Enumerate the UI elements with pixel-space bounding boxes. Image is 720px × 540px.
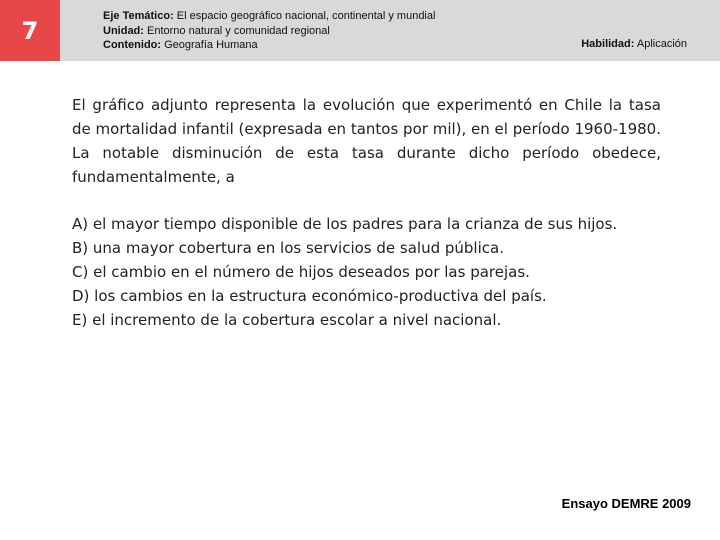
question-number-badge bbox=[0, 0, 60, 61]
contenido-line bbox=[103, 38, 435, 53]
habilidad-label: Habilidad: bbox=[581, 38, 635, 50]
contenido-label: Contenido: bbox=[103, 39, 162, 51]
unidad-value: Entorno natural y comunidad regional bbox=[147, 24, 330, 37]
question-text: El gráfico adjunto representa la evolución que experimentó en Chile la tasa de mortalidad infantil (expresada en tantos por mil), en el período 1960-1980. La notable disminución de esta tasa durante dicho período obedece, fundamentalmente, a bbox=[72, 96, 661, 186]
contenido-value: Geografía Humana bbox=[164, 39, 258, 51]
option-c[interactable]: C) el cambio en el número de hijos deseados por las parejas. bbox=[72, 263, 530, 281]
header-bar bbox=[60, 0, 720, 61]
option-d[interactable]: D) los cambios en la estructura económico-productiva del país. bbox=[72, 287, 547, 305]
topic-meta bbox=[103, 9, 435, 53]
habilidad-value: Aplicación bbox=[636, 38, 687, 50]
answer-options bbox=[72, 212, 617, 332]
unidad-label: Unidad: bbox=[103, 24, 144, 37]
option-b[interactable]: B) una mayor cobertura en los servicios de salud pública. bbox=[72, 239, 504, 257]
option-e[interactable]: E) el incremento de la cobertura escolar a nivel nacional. bbox=[72, 311, 502, 329]
eje-line bbox=[103, 9, 435, 24]
source-label: Ensayo DEMRE 2009 bbox=[561, 496, 691, 511]
unidad-line bbox=[103, 24, 435, 39]
option-a[interactable]: A) el mayor tiempo disponible de los padres para la crianza de sus hijos. bbox=[72, 215, 618, 233]
eje-value: El espacio geográfico nacional, continental y mundial bbox=[176, 10, 436, 22]
eje-label: Eje Temático: bbox=[103, 10, 174, 22]
question-number: 7 bbox=[21, 16, 39, 45]
skill-line bbox=[581, 38, 687, 50]
